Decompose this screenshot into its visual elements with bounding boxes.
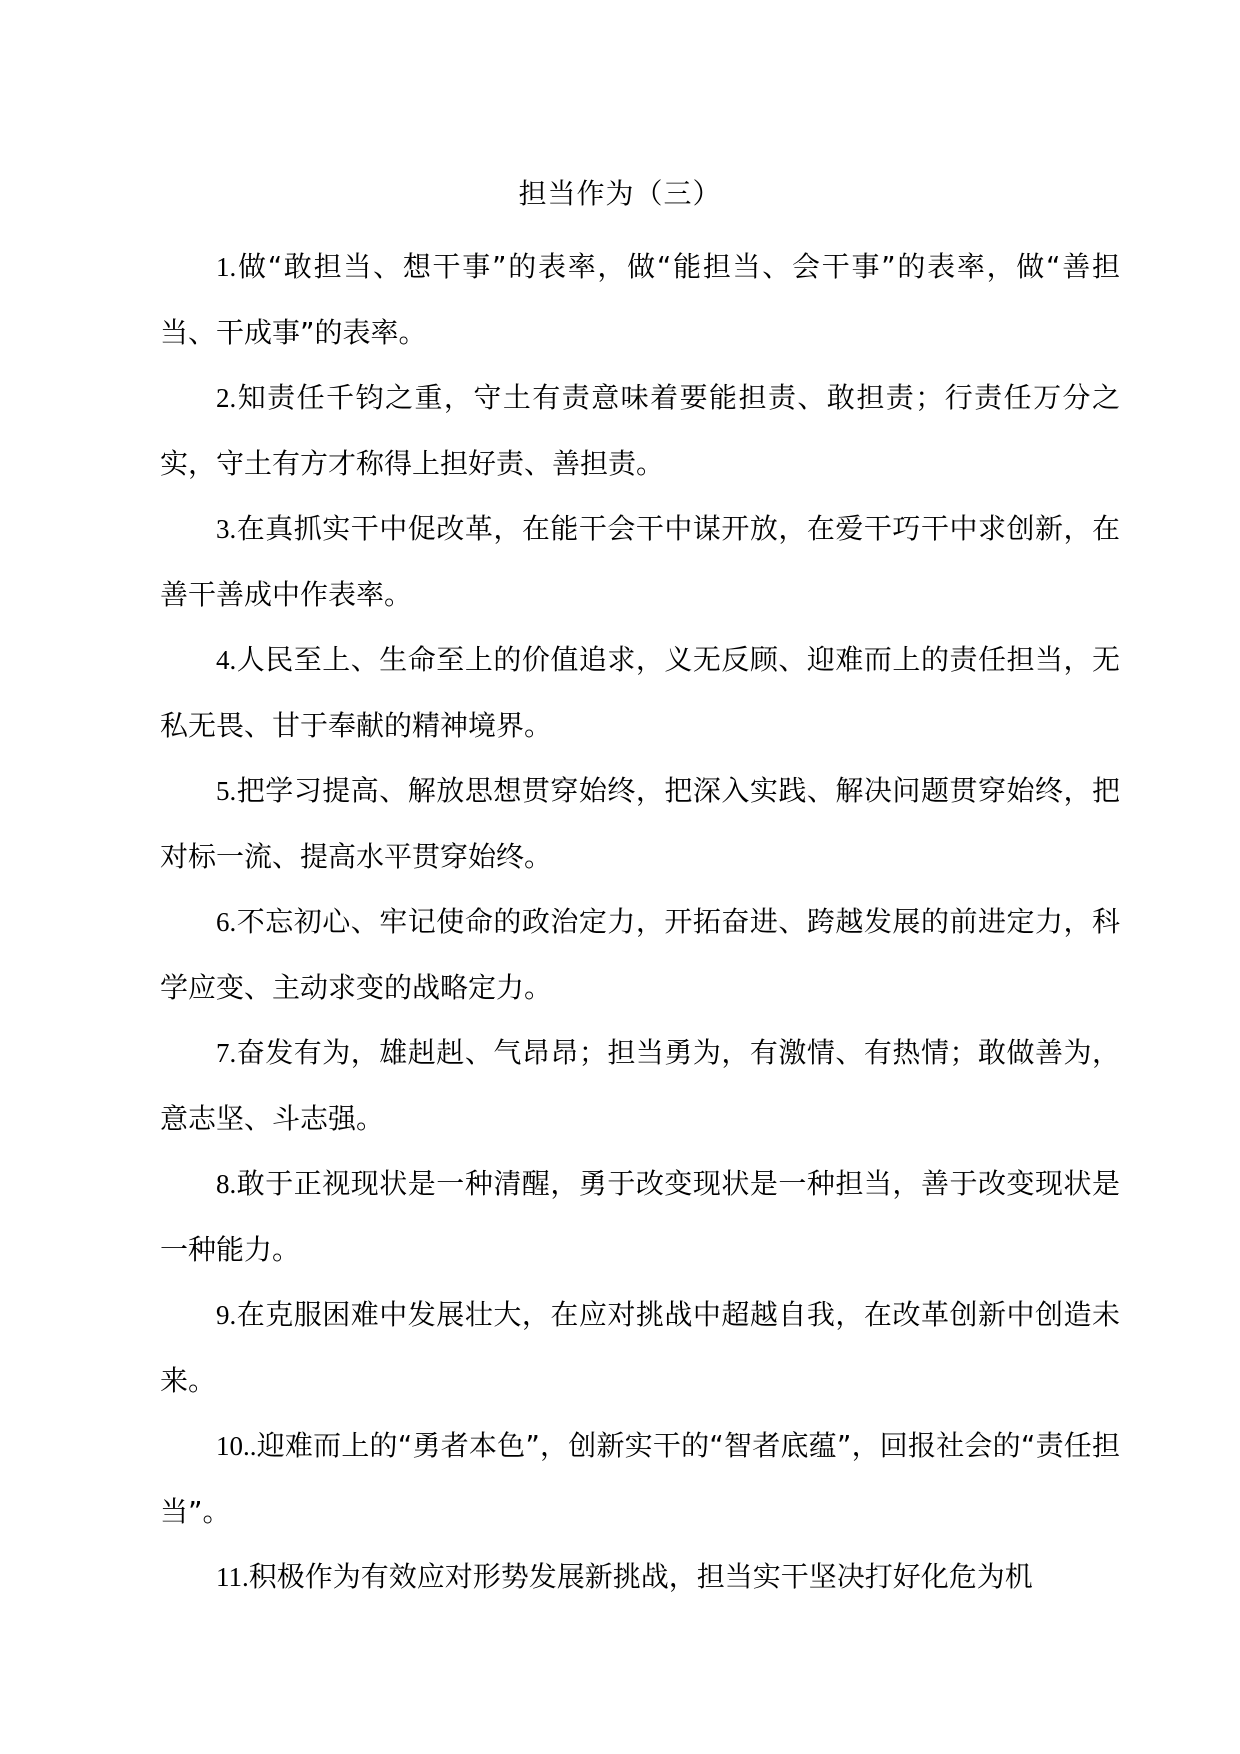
item-text: 在克服困难中发展壮大，在应对挑战中超越自我，在改革创新中创造未来。 [160, 1298, 1120, 1397]
item-number: 11. [216, 1562, 249, 1592]
item-number: 8. [216, 1169, 237, 1199]
list-item [160, 496, 1120, 627]
list-item [160, 1282, 1120, 1413]
document-body [160, 234, 1120, 1610]
item-text: 把学习提高、解放思想贯穿始终，把深入实践、解决问题贯穿始终，把对标一流、提高水平贯穿始终。 [160, 774, 1120, 873]
list-item [160, 889, 1120, 1020]
item-text: 在真抓实干中促改革，在能干会干中谋开放，在爱干巧干中求创新，在善干善成中作表率。 [160, 512, 1120, 611]
list-item [160, 1151, 1120, 1282]
list-item [160, 234, 1120, 365]
list-item [160, 365, 1120, 496]
item-text: 迎难而上的“勇者本色”，创新实干的“智者底蕴”，回报社会的“责任担当”。 [160, 1429, 1120, 1528]
item-number: 3. [216, 514, 237, 544]
item-number: 7. [216, 1038, 237, 1068]
list-item [160, 758, 1120, 889]
item-number: 5. [216, 776, 237, 806]
document-title: 担当作为（三） [518, 177, 722, 210]
item-text: 积极作为有效应对形势发展新挑战，担当实干坚决打好化危为机 [248, 1560, 1033, 1593]
item-text: 奋发有为，雄赳赳、气昂昂；担当勇为，有激情、有热情；敢做善为，意志坚、斗志强。 [160, 1036, 1120, 1135]
list-item [160, 1413, 1120, 1544]
item-text: 敢于正视现状是一种清醒，勇于改变现状是一种担当，善于改变现状是一种能力。 [160, 1167, 1120, 1266]
item-text: 不忘初心、牢记使命的政治定力，开拓奋进、跨越发展的前进定力，科学应变、主动求变的战略定力。 [160, 905, 1120, 1004]
item-number: 1. [216, 252, 237, 282]
item-text: 做“敢担当、想干事”的表率，做“能担当、会干事”的表率，做“善担当、干成事”的表率。 [160, 250, 1120, 349]
list-item [160, 1544, 1120, 1610]
list-item [160, 627, 1120, 758]
item-text: 知责任千钧之重，守土有责意味着要能担责、敢担责；行责任万分之实，守土有方才称得上担好责、善担责。 [160, 381, 1120, 480]
item-number: 6. [216, 907, 237, 937]
item-number: 10.. [216, 1431, 257, 1461]
item-number: 9. [216, 1300, 237, 1330]
item-number: 4. [216, 645, 237, 675]
list-item [160, 1020, 1120, 1151]
item-number: 2. [216, 383, 237, 413]
item-text: 人民至上、生命至上的价值追求，义无反顾、迎难而上的责任担当，无私无畏、甘于奉献的精神境界。 [160, 643, 1120, 742]
